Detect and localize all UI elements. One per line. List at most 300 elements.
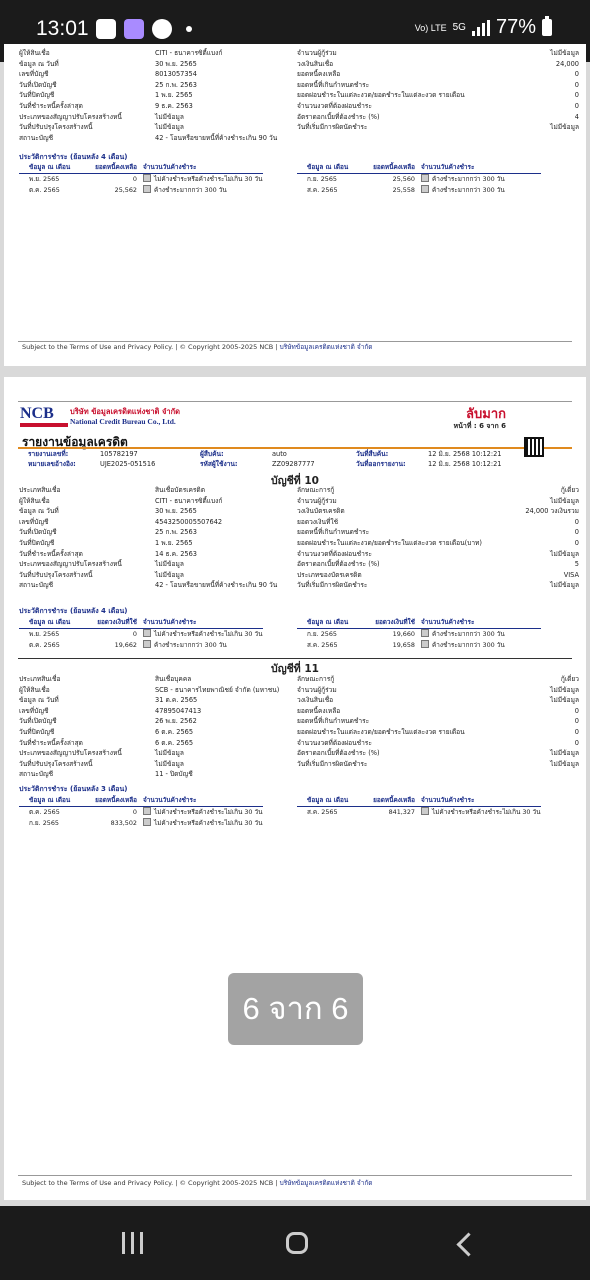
back-button[interactable] <box>452 1228 492 1258</box>
field-label: วันที่ชำระหนี้ครั้งล่าสุด <box>19 101 83 110</box>
field-label: จำนวนผู้กู้ร่วม <box>297 685 337 694</box>
field-value: ไม่มีข้อมูล <box>155 570 184 579</box>
detail-row <box>19 706 579 717</box>
field-label: ยอดหนี้ที่เกินกำหนดชำระ <box>297 528 370 537</box>
field-label: จำนวนผู้กู้ร่วม <box>297 49 337 57</box>
field-value: 14 ธ.ค. 2563 <box>155 549 197 558</box>
days-overdue-cell <box>137 629 263 640</box>
line-icon <box>152 19 172 39</box>
field-label <box>297 133 497 144</box>
field-value: SCB - ธนาคารไทยพาณิชย์ จำกัด (มหาชน) <box>155 685 280 694</box>
field-label: ยอดหนี้คงเหลือ <box>297 706 341 715</box>
account-11-title: บัญชีที่ 11 <box>271 663 319 675</box>
field-label: วันที่ปิดบัญชี <box>19 538 55 547</box>
field-value: 8013057354 <box>155 70 197 79</box>
meta-value: ZZ09287777 <box>272 460 315 468</box>
column-header: ยอดหนี้คงเหลือ <box>373 163 415 171</box>
history-header <box>297 617 541 629</box>
column-header: จำนวนวันค้างชำระ <box>421 796 475 804</box>
report-meta-right <box>356 449 501 469</box>
field-value: 42 - โอนหรือขายหนี้ที่ค้างชำระเกิน 90 วัน <box>155 581 278 590</box>
days-overdue-cell <box>137 640 263 651</box>
report-page-6 <box>4 377 586 1200</box>
days-overdue-cell <box>137 818 263 829</box>
column-header: ยอดวงเงินที่ใช้ <box>97 618 137 626</box>
amount-cell: 0 <box>132 630 137 638</box>
report-meta-middle <box>200 449 315 469</box>
history-header <box>19 162 263 174</box>
page-indicator: 6 จาก 6 <box>228 973 363 1045</box>
app-icon <box>124 19 144 39</box>
field-value: 6 ต.ค. 2565 <box>155 727 194 736</box>
status-box-icon <box>143 185 151 193</box>
days-overdue-text: ไม่ค้างชำระหรือค้างชำระไม่เกิน 30 วัน <box>154 808 263 816</box>
field-label: ผู้ให้สินเชื่อ <box>19 685 50 694</box>
field-value: ไม่มีข้อมูล <box>550 549 579 558</box>
detail-row <box>19 59 579 70</box>
field-value: 0 <box>574 738 579 747</box>
status-box-icon <box>421 174 429 182</box>
report-title: รายงานข้อมูลเครดิต <box>22 435 128 449</box>
field-value: สินเชื่อบุคคล <box>155 675 192 683</box>
account-10-title: บัญชีที่ 10 <box>271 475 319 487</box>
status-box-icon <box>143 818 151 826</box>
month-cell: ก.ย. 2565 <box>307 630 337 638</box>
month-cell: ต.ค. 2565 <box>29 641 60 649</box>
account-11-history-right <box>297 795 541 818</box>
month-cell: ต.ค. 2565 <box>29 186 60 194</box>
field-value: 0 <box>574 80 579 89</box>
company-name-th: บริษัท ข้อมูลเครดิตแห่งชาติ จำกัด <box>70 407 181 416</box>
field-value: กู้เดี่ยว <box>560 486 579 494</box>
field-label: ประเภทสินเชื่อ <box>19 486 61 494</box>
history-row <box>297 185 541 196</box>
signal-icon <box>472 20 490 36</box>
meta-label: ผู้สืบค้น: <box>200 450 224 458</box>
field-label: สถานะบัญชี <box>19 581 54 590</box>
amount-cell: 0 <box>132 175 137 183</box>
report-meta-left <box>28 449 155 469</box>
detail-row <box>19 112 579 123</box>
column-header: จำนวนวันค้างชำระ <box>143 796 197 804</box>
field-label <box>297 769 497 780</box>
page-number: หน้าที่ : 6 จาก 6 <box>453 422 506 430</box>
history-row <box>19 185 263 196</box>
history-header <box>297 162 541 174</box>
history-header <box>297 795 541 807</box>
field-label: ยอดหนี้ที่เกินกำหนดชำระ <box>297 717 370 726</box>
detail-row <box>19 727 579 738</box>
field-label: ประเภทสินเชื่อ <box>19 675 61 683</box>
field-label: ยอดหนี้ที่เกินกำหนดชำระ <box>297 80 370 89</box>
field-label: ลักษณะการกู้ <box>297 675 335 683</box>
field-label: ประเภทของสัญญาปรับโครงสร้างหนี้ <box>19 560 122 569</box>
recent-apps-button[interactable] <box>112 1228 152 1258</box>
meta-row <box>200 449 315 459</box>
column-header: ยอดหนี้คงเหลือ <box>373 796 415 804</box>
column-header: ข้อมูล ณ เดือน <box>307 163 349 171</box>
field-label: อัตราดอกเบี้ยที่ต้องชำระ (%) <box>297 749 380 758</box>
meta-value: UJE2025-051516 <box>100 460 156 468</box>
column-header: จำนวนวันค้างชำระ <box>421 618 475 626</box>
detail-row <box>19 496 579 507</box>
account-details <box>19 48 579 143</box>
confidential-label: ลับมาก <box>466 407 506 422</box>
history-row <box>297 640 541 651</box>
field-label: วันที่เปิดบัญชี <box>19 528 57 537</box>
field-label: วงเงินบัตรเครดิต <box>297 507 345 516</box>
meta-row <box>356 459 501 469</box>
field-value: 1 พ.ย. 2565 <box>155 91 193 100</box>
field-value: 25 ก.พ. 2563 <box>155 528 197 537</box>
field-label: ลักษณะการกู้ <box>297 486 335 494</box>
history-row <box>19 818 263 829</box>
field-value: 5 <box>574 560 579 569</box>
month-cell: พ.ย. 2565 <box>29 630 60 638</box>
amount-cell: 19,658 <box>392 641 415 649</box>
history-header <box>19 617 263 629</box>
field-value: 1 พ.ย. 2565 <box>155 538 193 547</box>
days-overdue-text: ค้างชำระมากกว่า 300 วัน <box>432 175 505 183</box>
field-label: วันที่ปิดบัญชี <box>19 91 55 100</box>
field-value: 0 <box>574 706 579 715</box>
more-notifications-icon <box>186 26 192 32</box>
field-value: CITI - ธนาคารซิตี้แบงก์ <box>155 49 223 57</box>
detail-row <box>19 769 579 780</box>
report-page-5 <box>4 44 586 366</box>
amount-cell: 841,327 <box>388 808 415 816</box>
field-label: วงเงินสินเชื่อ <box>297 696 334 705</box>
days-overdue-cell <box>415 174 541 185</box>
detail-row <box>19 506 579 517</box>
field-label: วันที่ชำระหนี้ครั้งล่าสุด <box>19 738 83 747</box>
field-value <box>497 769 579 780</box>
detail-row <box>19 69 579 80</box>
column-header: จำนวนวันค้างชำระ <box>143 163 197 171</box>
detail-row <box>19 674 579 685</box>
field-value: กู้เดี่ยว <box>560 675 579 683</box>
days-overdue-cell <box>137 185 263 196</box>
days-overdue-text: ค้างชำระมากกว่า 300 วัน <box>432 641 505 649</box>
history-table-left <box>19 162 263 196</box>
account-10-details <box>19 485 579 591</box>
meta-value: 12 มิ.ย. 2568 10:12:21 <box>428 450 502 458</box>
detail-row <box>19 695 579 706</box>
meta-value: 12 มิ.ย. 2568 10:12:21 <box>428 460 502 468</box>
field-label: วันที่เริ่มมีการผิดนัดชำระ <box>297 123 368 132</box>
field-label: ยอดผ่อนชำระในแต่ละงวด/ยอดชำระในแต่ละงวด รายเดือน <box>297 727 465 736</box>
field-value: 0 <box>574 727 579 736</box>
field-value: ไม่มีข้อมูล <box>550 49 579 57</box>
field-value: 0 <box>574 528 579 537</box>
history-row <box>297 629 541 640</box>
days-overdue-text: ไม่ค้างชำระหรือค้างชำระไม่เกิน 30 วัน <box>154 630 263 638</box>
field-value: ไม่มีข้อมูล <box>155 560 184 569</box>
status-box-icon <box>421 640 429 648</box>
field-label: วันที่ชำระหนี้ครั้งล่าสุด <box>19 549 83 558</box>
history-header <box>19 795 263 807</box>
column-header: ข้อมูล ณ เดือน <box>307 796 349 804</box>
footer-text: Subject to the Terms of Use and Privacy Policy. | © Copyright 2005-2025 NCB | <box>22 1179 278 1187</box>
field-label: วันที่เริ่มมีการผิดนัดชำระ <box>297 581 368 590</box>
field-label: เลขที่บัญชี <box>19 70 49 79</box>
field-value: 0 <box>574 91 579 100</box>
field-value: VISA <box>563 570 579 579</box>
column-header: ข้อมูล ณ เดือน <box>307 618 349 626</box>
field-value <box>497 133 579 144</box>
field-label: จำนวนงวดที่ต้องผ่อนชำระ <box>297 101 372 110</box>
days-overdue-cell <box>415 807 541 818</box>
field-value: 0 <box>574 717 579 726</box>
field-value: ไม่มีข้อมูล <box>550 749 579 758</box>
days-overdue-cell <box>415 640 541 651</box>
meta-label: รายงานเลขที่: <box>28 450 69 458</box>
field-value: ไม่มีข้อมูล <box>155 749 184 758</box>
field-value: 30 พ.ย. 2565 <box>155 507 197 516</box>
days-overdue-text: ค้างชำระมากกว่า 300 วัน <box>154 641 227 649</box>
days-overdue-text: ค้างชำระมากกว่า 300 วัน <box>154 186 227 194</box>
status-box-icon <box>143 629 151 637</box>
days-overdue-cell <box>415 629 541 640</box>
amount-cell: 833,502 <box>110 819 137 827</box>
field-value: 25 ก.พ. 2563 <box>155 80 197 89</box>
ncb-logo-bar <box>20 423 68 427</box>
field-label: วันที่เริ่มมีการผิดนัดชำระ <box>297 759 368 768</box>
detail-row <box>19 133 579 144</box>
field-value: ไม่มีข้อมูล <box>550 759 579 768</box>
column-header: จำนวนวันค้างชำระ <box>421 163 475 171</box>
meta-value: auto <box>272 450 287 458</box>
history-row <box>297 174 541 185</box>
field-label: ประเภทของสัญญาปรับโครงสร้างหนี้ <box>19 112 122 121</box>
month-cell: ก.ย. 2565 <box>307 175 337 183</box>
field-label: วันที่ปรับปรุงโครงสร้างหนี้ <box>19 570 93 579</box>
month-cell: ก.ย. 2565 <box>29 819 59 827</box>
footer-link[interactable]: บริษัทข้อมูลเครดิตแห่งชาติ จำกัด <box>279 343 373 351</box>
detail-row <box>19 122 579 133</box>
system-icons <box>415 16 552 39</box>
column-header: ยอดหนี้คงเหลือ <box>95 796 137 804</box>
history-row <box>19 640 263 651</box>
field-value: ไม่มีข้อมูล <box>550 685 579 694</box>
field-value: 0 <box>574 70 579 79</box>
qr-code-icon <box>524 437 544 457</box>
field-value: 31 ต.ค. 2565 <box>155 696 198 705</box>
month-cell: ส.ค. 2565 <box>307 186 338 194</box>
field-label: ผู้ให้สินเชื่อ <box>19 49 50 57</box>
field-label: วันที่ปรับปรุงโครงสร้างหนี้ <box>19 759 93 768</box>
status-box-icon <box>143 640 151 648</box>
history-table-right <box>297 162 541 196</box>
amount-cell: 19,662 <box>114 641 137 649</box>
days-overdue-text: ไม่ค้างชำระหรือค้างชำระไม่เกิน 30 วัน <box>432 808 541 816</box>
field-value: ไม่มีข้อมูล <box>550 496 579 505</box>
field-label: สถานะบัญชี <box>19 133 54 142</box>
field-label: ยอดวงเงินที่ใช้ <box>297 517 339 526</box>
detail-row <box>19 517 579 528</box>
detail-row <box>19 101 579 112</box>
history-title: ประวัติการชำระ (ย้อนหลัง 4 เดือน) <box>19 153 128 161</box>
field-value: 9 ธ.ค. 2563 <box>155 101 193 110</box>
detail-row <box>19 90 579 101</box>
5g-indicator: 5G <box>452 22 466 33</box>
status-box-icon <box>421 629 429 637</box>
account-11-details <box>19 674 579 780</box>
history-row <box>297 807 541 818</box>
field-label: ยอดผ่อนชำระในแต่ละงวด/ยอดชำระในแต่ละงวด รายเดือน <box>297 91 465 100</box>
field-label: ประเภทของบัตรเครดิต <box>297 570 362 579</box>
month-cell: พ.ย. 2565 <box>29 175 60 183</box>
amount-cell: 25,560 <box>392 175 415 183</box>
detail-row <box>19 527 579 538</box>
field-value: 4 <box>574 112 579 121</box>
detail-row <box>19 570 579 581</box>
field-value: 11 - ปิดบัญชี <box>155 770 193 779</box>
meta-label: รหัสผู้ใช้งาน: <box>200 460 238 468</box>
detail-row <box>19 748 579 759</box>
detail-row <box>19 80 579 91</box>
ncb-logo: NCB <box>20 405 54 422</box>
field-label: วงเงินสินเชื่อ <box>297 59 334 68</box>
days-overdue-text: ไม่ค้างชำระหรือค้างชำระไม่เกิน 30 วัน <box>154 175 263 183</box>
meta-row <box>28 459 155 469</box>
field-label: ยอดผ่อนชำระในแต่ละงวด/ยอดชำระในแต่ละงวด รายเดือน(บาท) <box>297 538 482 547</box>
field-label: ผู้ให้สินเชื่อ <box>19 496 50 505</box>
field-value: 0 <box>574 538 579 547</box>
detail-row <box>19 559 579 570</box>
field-label: วันที่เปิดบัญชี <box>19 717 57 726</box>
days-overdue-text: ค้างชำระมากกว่า 300 วัน <box>432 186 505 194</box>
notification-icons <box>96 19 192 39</box>
column-header: ยอดหนี้คงเหลือ <box>95 163 137 171</box>
field-value: CITI - ธนาคารซิตี้แบงก์ <box>155 496 223 505</box>
clock: 13:01 <box>36 17 89 40</box>
detail-row <box>19 485 579 496</box>
amount-cell: 25,558 <box>392 186 415 194</box>
battery-percent: 77% <box>495 16 536 38</box>
field-label: ยอดหนี้คงเหลือ <box>297 70 341 79</box>
navigation-bar <box>0 1206 590 1280</box>
field-label: สถานะบัญชี <box>19 770 54 779</box>
field-value: 26 พ.ย. 2562 <box>155 717 197 726</box>
detail-row <box>19 685 579 696</box>
field-label: อัตราดอกเบี้ยที่ต้องชำระ (%) <box>297 112 380 121</box>
footer-link[interactable]: บริษัทข้อมูลเครดิตแห่งชาติ จำกัด <box>279 1179 373 1187</box>
field-value: 42 - โอนหรือขายหนี้ที่ค้างชำระเกิน 90 วัน <box>155 133 278 142</box>
field-label: ข้อมูล ณ วันที่ <box>19 696 59 705</box>
volte-indicator: Vo) LTE <box>414 22 447 33</box>
amount-cell: 25,562 <box>114 186 137 194</box>
field-value: 47895047413 <box>155 706 202 715</box>
column-header: ข้อมูล ณ เดือน <box>29 163 71 171</box>
field-label: ข้อมูล ณ วันที่ <box>19 59 59 68</box>
meta-row <box>356 449 501 459</box>
status-box-icon <box>421 185 429 193</box>
meta-value: 105782197 <box>100 450 138 458</box>
meta-row <box>200 459 315 469</box>
field-value: ไม่มีข้อมูล <box>550 123 579 132</box>
status-box-icon <box>143 174 151 182</box>
column-header: ข้อมูล ณ เดือน <box>29 796 71 804</box>
account-10-history-title: ประวัติการชำระ (ย้อนหลัง 4 เดือน) <box>19 607 128 615</box>
detail-row <box>19 48 579 59</box>
history-row <box>19 629 263 640</box>
field-label: จำนวนงวดที่ต้องผ่อนชำระ <box>297 549 372 558</box>
field-label: ประเภทของสัญญาปรับโครงสร้างหนี้ <box>19 749 122 758</box>
field-label: ข้อมูล ณ วันที่ <box>19 507 59 516</box>
month-cell: ส.ค. 2565 <box>307 641 338 649</box>
field-label: เลขที่บัญชี <box>19 706 49 715</box>
field-value: 30 พ.ย. 2565 <box>155 59 197 68</box>
field-value: 0 <box>574 517 579 526</box>
detail-row <box>19 538 579 549</box>
column-header: ยอดวงเงินที่ใช้ <box>375 618 415 626</box>
footer-text: Subject to the Terms of Use and Privacy Policy. | © Copyright 2005-2025 NCB | <box>22 343 278 351</box>
field-value: 0 <box>574 101 579 110</box>
field-label: เลขที่บัญชี <box>19 517 49 526</box>
status-box-icon <box>143 807 151 815</box>
meta-label: หมายเลขอ้างอิง: <box>28 460 76 468</box>
field-value: ไม่มีข้อมูล <box>550 696 579 705</box>
history-row <box>19 807 263 818</box>
company-name-en: National Credit Bureau Co., Ltd. <box>70 417 176 426</box>
field-label: จำนวนงวดที่ต้องผ่อนชำระ <box>297 738 372 747</box>
field-label: จำนวนผู้กู้ร่วม <box>297 496 337 505</box>
detail-row <box>19 549 579 560</box>
field-label: อัตราดอกเบี้ยที่ต้องชำระ (%) <box>297 560 380 569</box>
days-overdue-cell <box>415 185 541 196</box>
month-cell: ส.ค. 2565 <box>307 808 338 816</box>
account-10-history-right <box>297 617 541 651</box>
detail-row <box>19 580 579 591</box>
amount-cell: 19,660 <box>392 630 415 638</box>
history-row <box>19 174 263 185</box>
field-label: วันที่ปรับปรุงโครงสร้างหนี้ <box>19 123 93 132</box>
field-value: 24,000 <box>555 59 579 68</box>
field-value: ไม่มีข้อมูล <box>155 123 184 132</box>
field-value: ไม่มีข้อมูล <box>550 581 579 590</box>
home-button[interactable] <box>284 1228 324 1258</box>
days-overdue-cell <box>137 174 263 185</box>
field-value: สินเชื่อบัตรเครดิต <box>155 486 206 494</box>
days-overdue-cell <box>137 807 263 818</box>
meta-row <box>28 449 155 459</box>
column-header: ข้อมูล ณ เดือน <box>29 618 71 626</box>
meta-label: วันที่ออกรายงาน: <box>356 460 406 468</box>
field-value: 6 ต.ค. 2565 <box>155 738 194 747</box>
days-overdue-text: ไม่ค้างชำระหรือค้างชำระไม่เกิน 30 วัน <box>154 819 263 827</box>
field-value: ไม่มีข้อมูล <box>155 759 184 768</box>
battery-icon <box>542 19 552 36</box>
field-value: 24,000 วงเงินรวม <box>525 507 579 516</box>
field-value: 4543250005507642 <box>155 517 223 526</box>
month-cell: ต.ค. 2565 <box>29 808 60 816</box>
page-footer <box>22 1178 373 1188</box>
account-10-history-left <box>19 617 263 651</box>
detail-row <box>19 716 579 727</box>
meta-label: วันที่สืบค้น: <box>356 450 389 458</box>
account-11-history-left <box>19 795 263 829</box>
gallery-icon <box>96 19 116 39</box>
column-header: จำนวนวันค้างชำระ <box>143 618 197 626</box>
detail-row <box>19 759 579 770</box>
amount-cell: 0 <box>132 808 137 816</box>
account-11-history-title: ประวัติการชำระ (ย้อนหลัง 3 เดือน) <box>19 785 128 793</box>
page-footer <box>22 342 373 352</box>
days-overdue-text: ค้างชำระมากกว่า 300 วัน <box>432 630 505 638</box>
field-value: ไม่มีข้อมูล <box>155 112 184 121</box>
detail-row <box>19 738 579 749</box>
